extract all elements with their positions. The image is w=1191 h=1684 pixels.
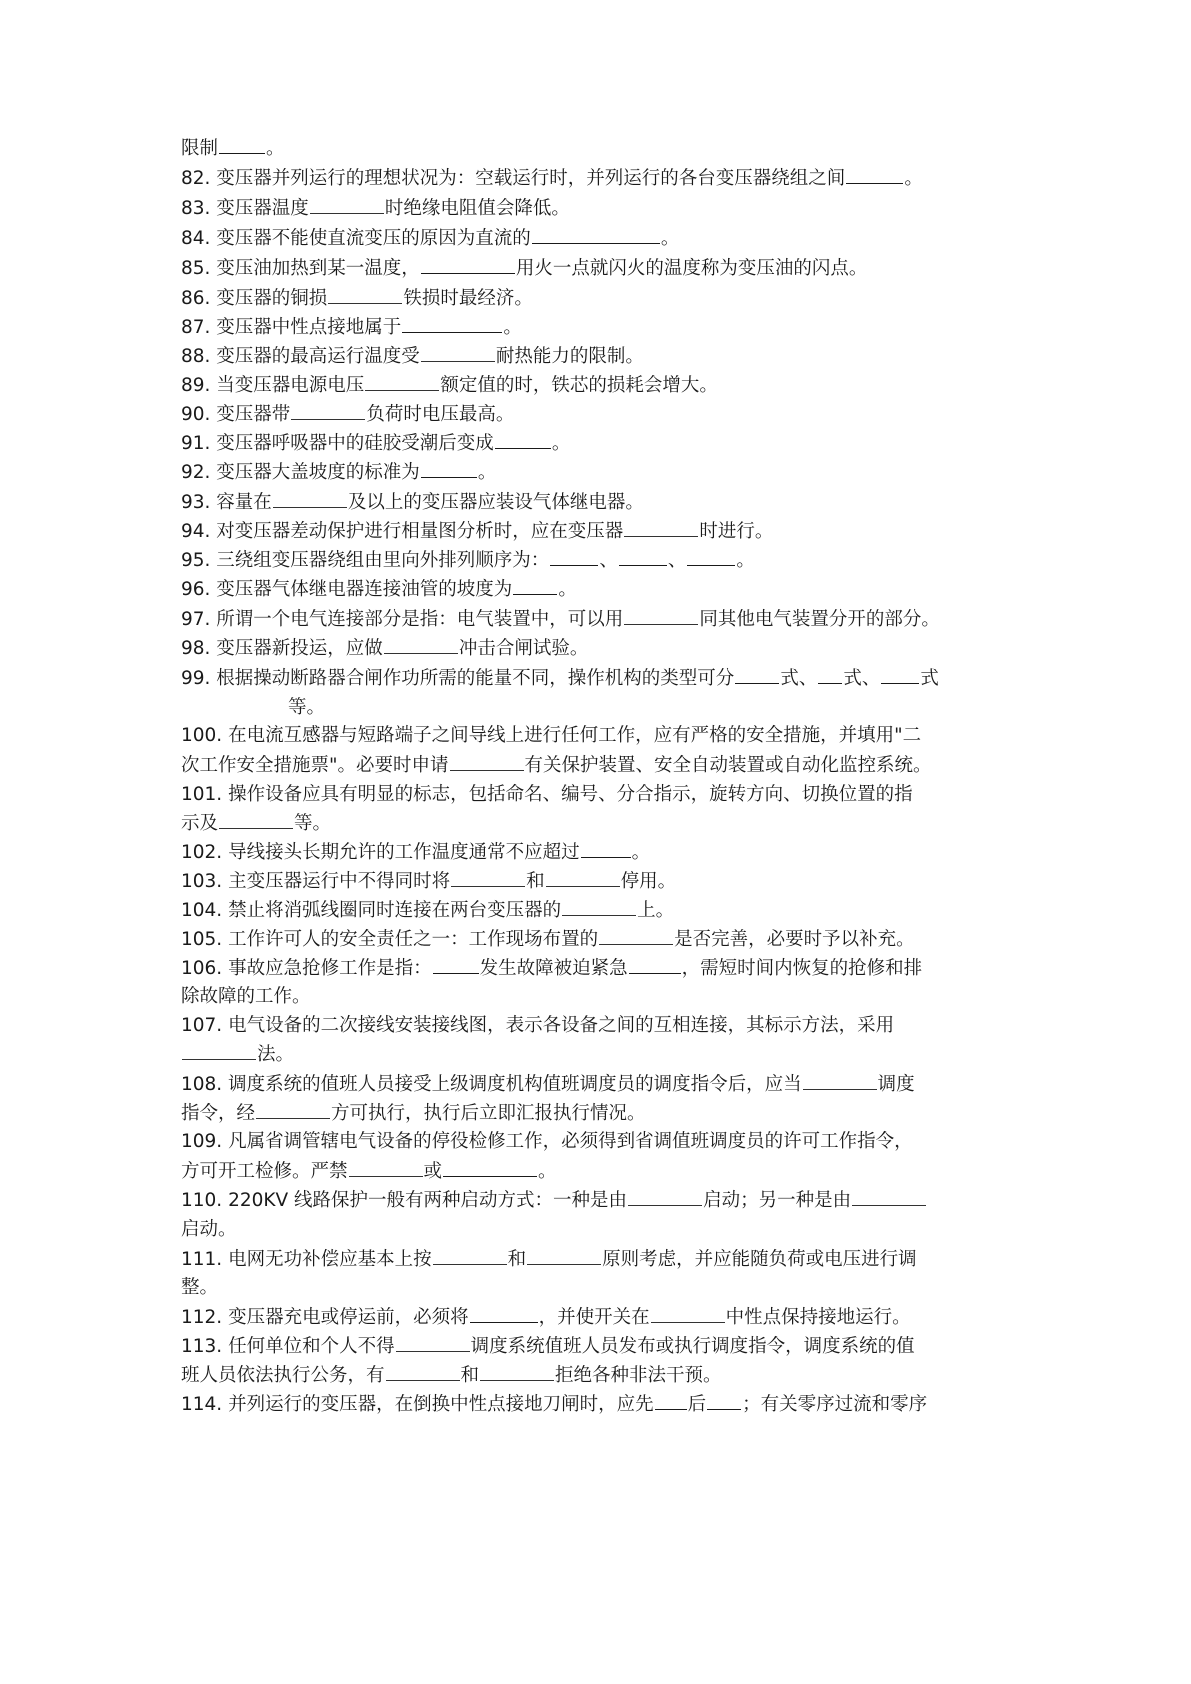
- answer-blank: [581, 841, 631, 858]
- text-line: [181, 1393, 1021, 1416]
- text-line: [181, 1364, 1021, 1387]
- line-text: 启动；另一种是由: [703, 1190, 852, 1211]
- line-text: 84. 变压器不能使直流变压的原因为直流的: [181, 228, 531, 249]
- line-text: 除故障的工作。: [181, 986, 311, 1007]
- answer-blank: [256, 1102, 330, 1119]
- line-text: 85. 变压油加热到某一温度，: [181, 258, 420, 279]
- text-line: [181, 403, 1021, 426]
- line-text: 和: [526, 871, 545, 892]
- text-line: [181, 432, 1021, 455]
- line-text: 法。: [257, 1044, 295, 1065]
- answer-blank: [846, 167, 903, 184]
- answer-blank: [421, 345, 495, 362]
- text-line: [181, 841, 1021, 864]
- line-text: 时绝缘电阻值会降低。: [384, 198, 570, 219]
- answer-blank: [735, 667, 779, 684]
- line-text: 95. 三绕组变压器绕组由里向外排列顺序为：: [181, 550, 550, 571]
- line-text: 87. 变压器中性点接地属于: [181, 317, 402, 338]
- line-text: 拒绝各种非法干预。: [555, 1365, 722, 1386]
- answer-blank: [562, 899, 636, 916]
- line-text: 86. 变压器的铜损: [181, 288, 328, 309]
- text-line: [181, 784, 1021, 806]
- answer-blank: [803, 1073, 877, 1090]
- text-line: [181, 870, 1021, 893]
- line-text: 班人员依法执行公务，有: [181, 1365, 385, 1386]
- line-text: 82. 变压器并列运行的理想状况为：空载运行时，并列运行的各台变压器绕组之间: [181, 168, 846, 189]
- answer-blank: [651, 1306, 725, 1323]
- text-line: [181, 197, 1021, 220]
- line-text: 是否完善，必要时予以补充。: [674, 929, 915, 950]
- line-text: 式、: [780, 668, 818, 689]
- line-text: ；有关零序过流和零序: [742, 1394, 928, 1415]
- answer-blank: [433, 957, 479, 974]
- answer-blank: [433, 1248, 507, 1265]
- line-text: 负荷时电压最高。: [366, 404, 515, 425]
- line-text: 中性点保持接地运行。: [725, 1307, 911, 1328]
- answer-blank: [451, 870, 525, 887]
- line-text: 同其他电气装置分开的部分。: [699, 609, 940, 630]
- line-text: 。: [266, 138, 285, 159]
- text-line: [181, 1015, 1021, 1037]
- text-line: [181, 1189, 1021, 1212]
- line-text: 102. 导线接头长期允许的工作温度通常不应超过: [181, 842, 580, 863]
- line-text: 等。: [288, 697, 326, 718]
- text-line: [181, 167, 1021, 190]
- line-text: 方可开工检修。严禁: [181, 1161, 348, 1182]
- text-line: [181, 667, 1021, 690]
- line-text: 91. 变压器呼吸器中的硅胶受潮后变成: [181, 433, 494, 454]
- line-text: 式: [920, 668, 939, 689]
- answer-blank: [624, 608, 698, 625]
- line-text: 108. 调度系统的值班人员接受上级调度机构值班调度员的调度指令后，应当: [181, 1074, 802, 1095]
- line-text: 。: [904, 168, 923, 189]
- answer-blank: [619, 549, 667, 566]
- answer-blank: [527, 1248, 601, 1265]
- line-text: 时进行。: [699, 521, 774, 542]
- answer-blank: [219, 812, 293, 829]
- text-line: [181, 257, 1021, 280]
- text-line: [181, 1160, 1021, 1183]
- text-line: [181, 287, 1021, 310]
- line-text: 及以上的变压器应装设气体继电器。: [347, 492, 644, 513]
- line-text: 104. 禁止将消弧线圈同时连接在两台变压器的: [181, 900, 562, 921]
- text-line: [181, 1102, 1021, 1125]
- line-text: 调度系统值班人员发布或执行调度指令，调度系统的值: [470, 1336, 915, 1357]
- text-line: [181, 137, 1021, 160]
- line-text: 111. 电网无功补偿应基本上按: [181, 1249, 432, 1270]
- text-line: [181, 374, 1021, 397]
- line-text: 。: [551, 433, 571, 454]
- line-text: 113. 任何单位和个人不得: [181, 1336, 395, 1357]
- answer-blank: [219, 137, 265, 154]
- line-text: 方可执行，执行后立即汇报执行情况。: [331, 1103, 646, 1124]
- answer-blank: [182, 1043, 256, 1060]
- line-text: 整。: [181, 1277, 219, 1298]
- line-text: 指令，经: [181, 1103, 256, 1124]
- line-text: 。: [558, 579, 577, 600]
- text-line: [181, 316, 1021, 339]
- line-text: 107. 电气设备的二次接线安装接线图，表示各设备之间的互相连接，其标示方法，采用: [181, 1015, 895, 1036]
- line-text: ，需短时间内恢复的抢修和排: [681, 958, 923, 979]
- text-line: [181, 520, 1021, 543]
- answer-blank: [818, 667, 842, 684]
- answer-blank: [624, 520, 698, 537]
- line-text: 原则考虑，并应能随负荷或电压进行调: [602, 1249, 917, 1270]
- line-text: 90. 变压器带: [181, 404, 291, 425]
- line-text: 109. 凡属省调管辖电气设备的停役检修工作，必须得到省调值班调度员的许可工作指令，: [181, 1131, 913, 1152]
- answer-blank: [546, 870, 620, 887]
- line-text: 后: [687, 1394, 707, 1415]
- text-line: [181, 812, 1021, 835]
- line-text: 额定值的时，铁芯的损耗会增大。: [440, 375, 718, 396]
- text-line: [181, 1306, 1021, 1329]
- answer-blank: [273, 491, 347, 508]
- line-text: 。: [503, 317, 522, 338]
- line-text: 92. 变压器大盖坡度的标准为: [181, 462, 420, 483]
- line-text: 99. 根据操动断路器合闸作功所需的能量不同，操作机构的类型可分: [181, 668, 735, 689]
- line-text: 83. 变压器温度: [181, 198, 309, 219]
- line-text: 。: [660, 228, 680, 249]
- text-line: [181, 899, 1021, 922]
- text-line: [181, 986, 1021, 1008]
- text-line: [181, 1131, 1021, 1153]
- answer-blank: [599, 928, 673, 945]
- line-text: 106. 事故应急抢修工作是指：: [181, 958, 432, 979]
- text-line: [181, 461, 1021, 484]
- line-text: 停用。: [620, 871, 677, 892]
- line-text: 、: [599, 550, 618, 571]
- text-line: [181, 608, 1021, 631]
- answer-blank: [450, 754, 524, 771]
- line-text: 。: [631, 842, 651, 863]
- line-text: 100. 在电流互感器与短路端子之间导线上进行任何工作，应有严格的安全措施，并填用"二: [181, 725, 922, 746]
- answer-blank: [480, 1364, 554, 1381]
- line-text: ，并使开关在: [538, 1307, 650, 1328]
- line-text: 调度: [877, 1074, 915, 1095]
- text-line: [181, 549, 1021, 572]
- answer-blank: [328, 287, 402, 304]
- answer-blank: [532, 227, 660, 244]
- answer-blank: [707, 1393, 741, 1410]
- answer-blank: [655, 1393, 687, 1410]
- line-text: 97. 所谓一个电气连接部分是指：电气装置中，可以用: [181, 609, 624, 630]
- answer-blank: [384, 637, 458, 654]
- line-text: 112. 变压器充电或停运前，必须将: [181, 1307, 469, 1328]
- answer-blank: [550, 549, 598, 566]
- line-text: 。: [538, 1161, 557, 1182]
- answer-blank: [386, 1364, 460, 1381]
- answer-blank: [470, 1306, 538, 1323]
- line-text: 101. 操作设备应具有明显的标志，包括命名、编号、分合指示，旋转方向、切换位置的指: [181, 784, 913, 805]
- text-line: [181, 345, 1021, 368]
- line-text: 89. 当变压器电源电压: [181, 375, 365, 396]
- line-text: 。: [736, 550, 755, 571]
- text-line: [181, 754, 1021, 777]
- line-text: 和: [507, 1249, 527, 1270]
- line-text: 93. 容量在: [181, 492, 272, 513]
- line-text: 示及: [181, 813, 219, 834]
- text-line: [181, 227, 1021, 250]
- text-line: [181, 1219, 1021, 1241]
- answer-blank: [365, 374, 439, 391]
- line-text: 有关保护装置、安全自动装置或自动化监控系统。: [524, 755, 932, 776]
- text-line: [181, 928, 1021, 951]
- text-line: [181, 578, 1021, 601]
- answer-blank: [629, 957, 681, 974]
- text-line: [181, 957, 1021, 980]
- answer-blank: [421, 257, 515, 274]
- line-text: 耐热能力的限制。: [495, 346, 644, 367]
- text-line: [181, 1277, 1021, 1299]
- text-line: [181, 1335, 1021, 1358]
- answer-blank: [421, 461, 477, 478]
- line-text: 或: [423, 1161, 443, 1182]
- line-text: 冲击合闸试验。: [458, 638, 589, 659]
- answer-blank: [513, 578, 557, 595]
- line-text: 98. 变压器新投运，应做: [181, 638, 383, 659]
- answer-blank: [852, 1189, 926, 1206]
- answer-blank: [310, 197, 384, 214]
- answer-blank: [495, 432, 551, 449]
- answer-blank: [402, 316, 502, 333]
- line-text: 88. 变压器的最高运行温度受: [181, 346, 420, 367]
- line-text: 103. 主变压器运行中不得同时将: [181, 871, 451, 892]
- text-line: [181, 1073, 1021, 1096]
- line-text: 上。: [637, 900, 675, 921]
- answer-blank: [628, 1189, 702, 1206]
- line-text: 发生故障被迫紧急: [479, 958, 628, 979]
- text-line: [181, 491, 1021, 514]
- answer-blank: [349, 1160, 423, 1177]
- line-text: 次工作安全措施票"。必要时申请: [181, 755, 449, 776]
- line-text: 96. 变压器气体继电器连接油管的坡度为: [181, 579, 513, 600]
- answer-blank: [396, 1335, 470, 1352]
- line-text: 94. 对变压器差动保护进行相量图分析时，应在变压器: [181, 521, 624, 542]
- line-text: 105. 工作许可人的安全责任之一：工作现场布置的: [181, 929, 599, 950]
- line-text: 等。: [294, 813, 332, 834]
- line-text: 114. 并列运行的变压器，在倒换中性点接地刀闸时，应先: [181, 1394, 654, 1415]
- text-line: [181, 637, 1021, 660]
- line-text: 限制: [181, 138, 219, 159]
- text-line: [288, 697, 1128, 719]
- line-text: 、: [667, 550, 687, 571]
- answer-blank: [443, 1160, 537, 1177]
- answer-blank: [687, 549, 735, 566]
- answer-blank: [881, 667, 919, 684]
- line-text: 铁损时最经济。: [403, 288, 533, 309]
- text-line: [181, 1043, 1021, 1066]
- text-line: [181, 725, 1021, 747]
- text-line: [181, 1248, 1021, 1271]
- line-text: 用火一点就闪火的温度称为变压油的闪点。: [515, 258, 868, 279]
- line-text: 。: [477, 462, 497, 483]
- line-text: 启动。: [181, 1219, 237, 1240]
- line-text: 式、: [843, 668, 881, 689]
- line-text: 和: [460, 1365, 480, 1386]
- answer-blank: [291, 403, 365, 420]
- line-text: 110. 220KV 线路保护一般有两种启动方式：一种是由: [181, 1190, 628, 1211]
